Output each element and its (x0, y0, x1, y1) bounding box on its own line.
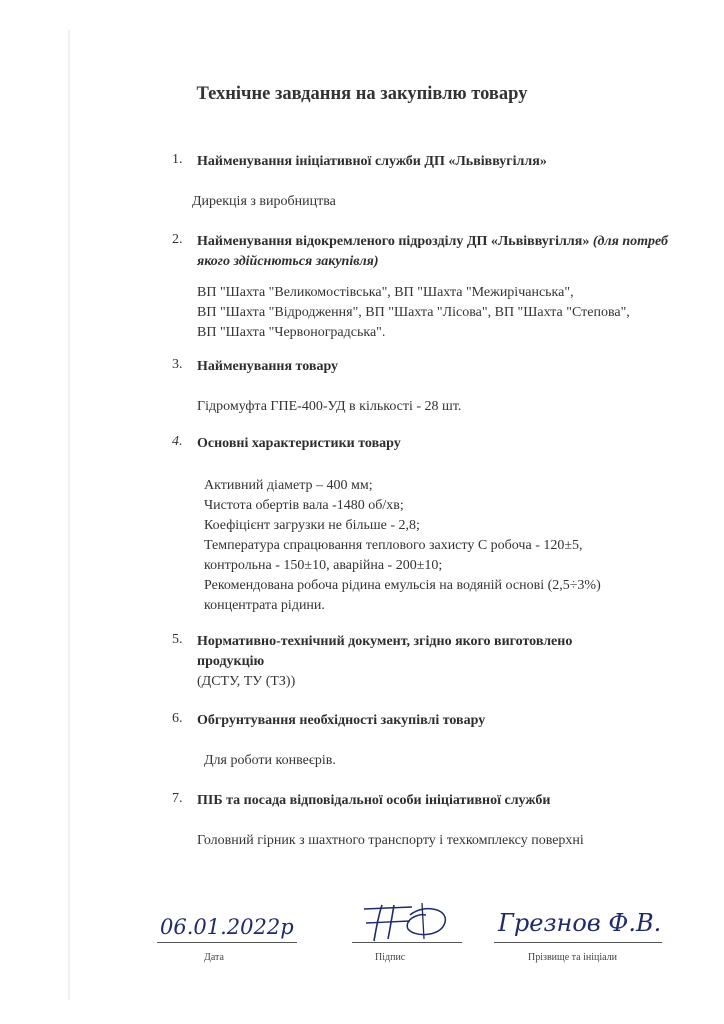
section-heading: ПІБ та посада відповідальної особи ініціативної служби (197, 793, 551, 808)
section-text: Для роботи конвеєрів. (204, 753, 336, 768)
section-text-line: Рекомендована робоча рідина емульсія на водяній основі (2,5÷3%) (204, 578, 601, 593)
name-label: Прізвище та ініціали (528, 952, 617, 963)
section-number: 5. (172, 632, 183, 647)
section-number: 2. (172, 232, 183, 247)
section-text: Гідромуфта ГПЕ-400-УД в кількості - 28 шт. (197, 399, 462, 414)
section-heading-text: Найменування відокремленого підрозділу ДП «Львіввугілля» (197, 234, 590, 249)
section-text-line: Температура спрацювання теплового захисту С робоча - 120±5, (204, 538, 583, 553)
section-heading (197, 232, 677, 272)
section-text-line: ВП "Шахта "Великомостівська", ВП "Шахта "Межирічанська", (197, 285, 574, 300)
section-heading: Найменування товару (197, 359, 339, 374)
section-number: 7. (172, 791, 183, 806)
name-handwritten: Грезнов Ф.В. (498, 909, 662, 937)
section-text-line: Чистота обертів вала -1480 об/хв; (204, 498, 404, 513)
signature-line (352, 942, 462, 943)
section-text-line: ВП "Шахта "Відродження", ВП "Шахта "Лісова", ВП "Шахта "Степова", (197, 305, 630, 320)
date-handwritten: 06.01.2022р (160, 915, 294, 939)
section-text: Головний гірник з шахтного транспорту і техкомплексу поверхні (197, 833, 584, 848)
date-line (157, 942, 297, 943)
section-heading: Нормативно-технічний документ, згідно якого виготовлено продукцію (197, 634, 573, 669)
section-text: (ДСТУ, ТУ (ТЗ)) (197, 674, 296, 689)
scan-edge (68, 30, 70, 1000)
document-title: Технічне завдання на закупівлю товару (196, 84, 528, 104)
section-text-line: Активний діаметр – 400 мм; (204, 478, 373, 493)
section-heading: Основні характеристики товару (197, 436, 401, 451)
section-heading-note: (для потреб якого здійснються закупівля) (197, 234, 669, 269)
date-label: Дата (204, 952, 224, 963)
section-heading: Найменування ініціативної служби ДП «Львіввугілля» (197, 154, 547, 169)
signature-block (0, 895, 724, 975)
signature-image (352, 899, 462, 945)
section-heading: Обгрунтування необхідності закупівлі товару (197, 713, 486, 728)
section-text: Дирекція з виробництва (192, 194, 336, 209)
section-text-line: ВП "Шахта "Червоноградська". (197, 325, 386, 340)
section-number: 4. (172, 434, 183, 449)
section-number: 6. (172, 711, 183, 726)
name-line (494, 942, 662, 943)
section-text-line: концентрата рідини. (204, 598, 325, 613)
section-text-line: Коефіцієнт загрузки не більше - 2,8; (204, 518, 420, 533)
section-number: 3. (172, 357, 183, 372)
signature-label: Підпис (375, 952, 406, 963)
section-number: 1. (172, 152, 183, 167)
section-text-line: контрольна - 150±10, аварійна - 200±10; (204, 558, 443, 573)
